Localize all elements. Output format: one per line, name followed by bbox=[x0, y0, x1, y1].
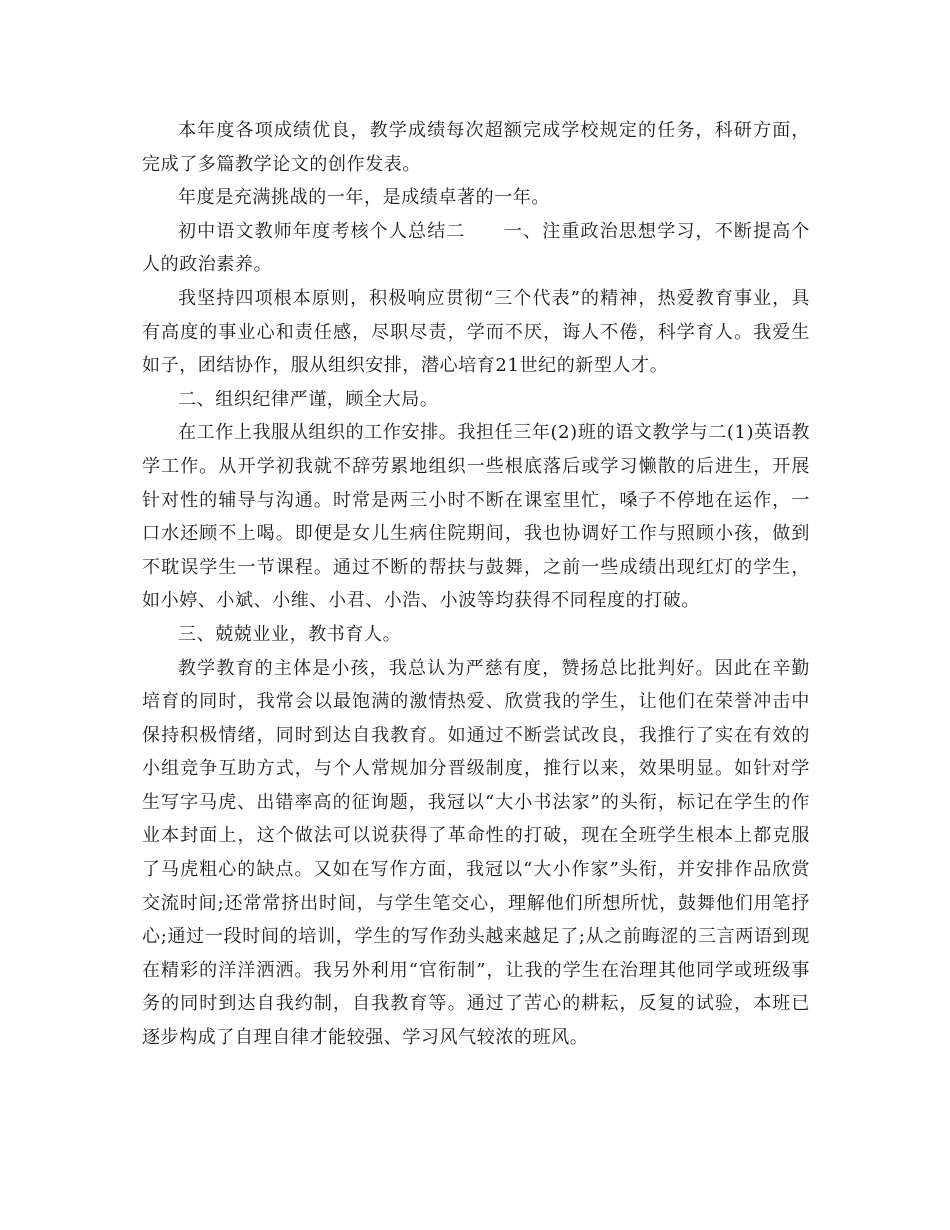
section-heading-2: 二、组织纪律严谨，顾全大局。 bbox=[178, 388, 439, 410]
paragraph-4: 我坚持四项根本原则，积极响应贯彻“三个代表”的精神，热爱教育事业，具有高度的事业心和责任感，尽职尽责，学而不厌，诲人不倦，科学育人。我爱生如子，团结协作，服从组织安排，潜心培育21世纪的新型人才。 bbox=[142, 287, 810, 377]
paragraph-1: 本年度各项成绩优良，教学成绩每次超额完成学校规定的任务，科研方面，完成了多篇教学论文的创作发表。 bbox=[142, 120, 810, 175]
paragraph-8: 教学教育的主体是小孩，我总认为严慈有度，赞扬总比批判好。因此在辛勤培育的同时，我常会以最饱满的激情热爱、欣赏我的学生，让他们在荣誉冲击中保持积极情绪，同时到达自我教育。如通过不断尝试改良，我推行了实在有效的小组竞争互助方式，与个人常规加分晋级制度，推行以来，效果明显。如针对学生写字马虎、出错率高的征询题，我冠以“大小书法家”的头衔，标记在学生的作业本封面上，这个做法可以说获得了革命性的打破，现在全班学生根本上都克服了马虎粗心的缺点。又如在写作方面，我冠以“大小作家”头衔，并安排作品欣赏交流时间;还常常挤出时间，与学生笔交心，理解他们所想所忧，鼓舞他们用笔抒心;通过一段时间的培训，学生的写作劲头越来越足了;从之前晦涩的三言两语到现在精彩的洋洋洒洒。我另外利用“官衔制”，让我的学生在治理其他同学或班级事务的同时到达自我约制，自我教育等。通过了苦心的耕耘，反复的试验，本班已逐步构成了自理自律才能较强、学习风气较浓的班风。 bbox=[142, 657, 810, 1049]
paragraph-6: 在工作上我服从组织的工作安排。我担任三年(2)班的语文教学与二(1)英语教学工作。从开学初我就不辞劳累地组织一些根底落后或学习懒散的后进生，开展针对性的辅导与沟通。时常是两三小时不断在课室里忙，嗓子不停地在运作，一口水还顾不上喝。即便是女儿生病住院期间，我也协调好工作与照顾小孩，做到不耽误学生一节课程。通过不断的帮扶与鼓舞，之前一些成绩出现红灯的学生，如小婷、小斌、小维、小君、小浩、小波等均获得不同程度的打破。 bbox=[142, 422, 810, 612]
paragraph-2: 年度是充满挑战的一年，是成绩卓著的一年。 bbox=[178, 187, 550, 209]
paragraph-3: 初中语文教师年度考核个人总结二 一、注重政治思想学习，不断提高个人的政治素养。 bbox=[142, 220, 810, 276]
section-heading-3: 三、兢兢业业，教书育人。 bbox=[178, 623, 402, 645]
document-body bbox=[142, 114, 810, 1055]
